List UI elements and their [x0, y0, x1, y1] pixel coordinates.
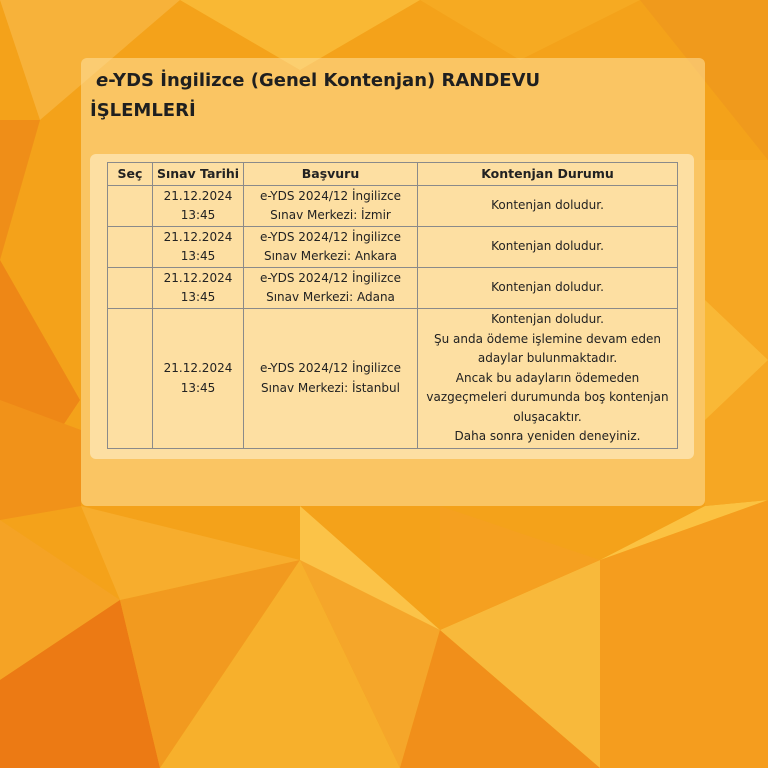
- table-row: [108, 268, 678, 309]
- table-header-row: [108, 163, 678, 186]
- application-cell: e-YDS 2024/12 İngilizce Sınav Merkezi: Ankara: [244, 227, 418, 268]
- appointment-table: [107, 162, 678, 449]
- exam-date-cell: 21.12.2024 13:45: [153, 309, 244, 449]
- quota-status-cell: Kontenjan doludur.: [418, 268, 678, 309]
- page-title: [90, 66, 650, 126]
- header-application: Başvuru: [244, 163, 418, 186]
- quota-status-cell: Kontenjan doludur.: [418, 186, 678, 227]
- exam-date-cell: 21.12.2024 13:45: [153, 268, 244, 309]
- select-cell: [108, 227, 153, 268]
- exam-date-cell: 21.12.2024 13:45: [153, 227, 244, 268]
- header-exam-date: Sınav Tarihi: [153, 163, 244, 186]
- page-title-rest: -YDS İngilizce (Genel Kontenjan) RANDEVU İŞLEMLERİ: [90, 70, 541, 121]
- application-cell: e-YDS 2024/12 İngilizce Sınav Merkezi: İzmir: [244, 186, 418, 227]
- quota-status-cell: Kontenjan doludur. Şu anda ödeme işlemine devam eden adaylar bulunmaktadır. Ancak bu adayların ödemeden vazgeçmeleri durumunda boş kontenjan oluşacaktır. Daha sonra yeniden deneyiniz.: [418, 309, 678, 449]
- quota-status-cell: Kontenjan doludur.: [418, 227, 678, 268]
- table-row: [108, 227, 678, 268]
- header-quota-status: Kontenjan Durumu: [418, 163, 678, 186]
- select-cell: [108, 268, 153, 309]
- select-cell: [108, 186, 153, 227]
- application-cell: e-YDS 2024/12 İngilizce Sınav Merkezi: Adana: [244, 268, 418, 309]
- select-cell: [108, 309, 153, 449]
- header-select: Seç: [108, 163, 153, 186]
- application-cell: e-YDS 2024/12 İngilizce Sınav Merkezi: İstanbul: [244, 309, 418, 449]
- page-title-prefix: e: [96, 70, 109, 91]
- exam-date-cell: 21.12.2024 13:45: [153, 186, 244, 227]
- table-row: [108, 309, 678, 449]
- table-row: [108, 186, 678, 227]
